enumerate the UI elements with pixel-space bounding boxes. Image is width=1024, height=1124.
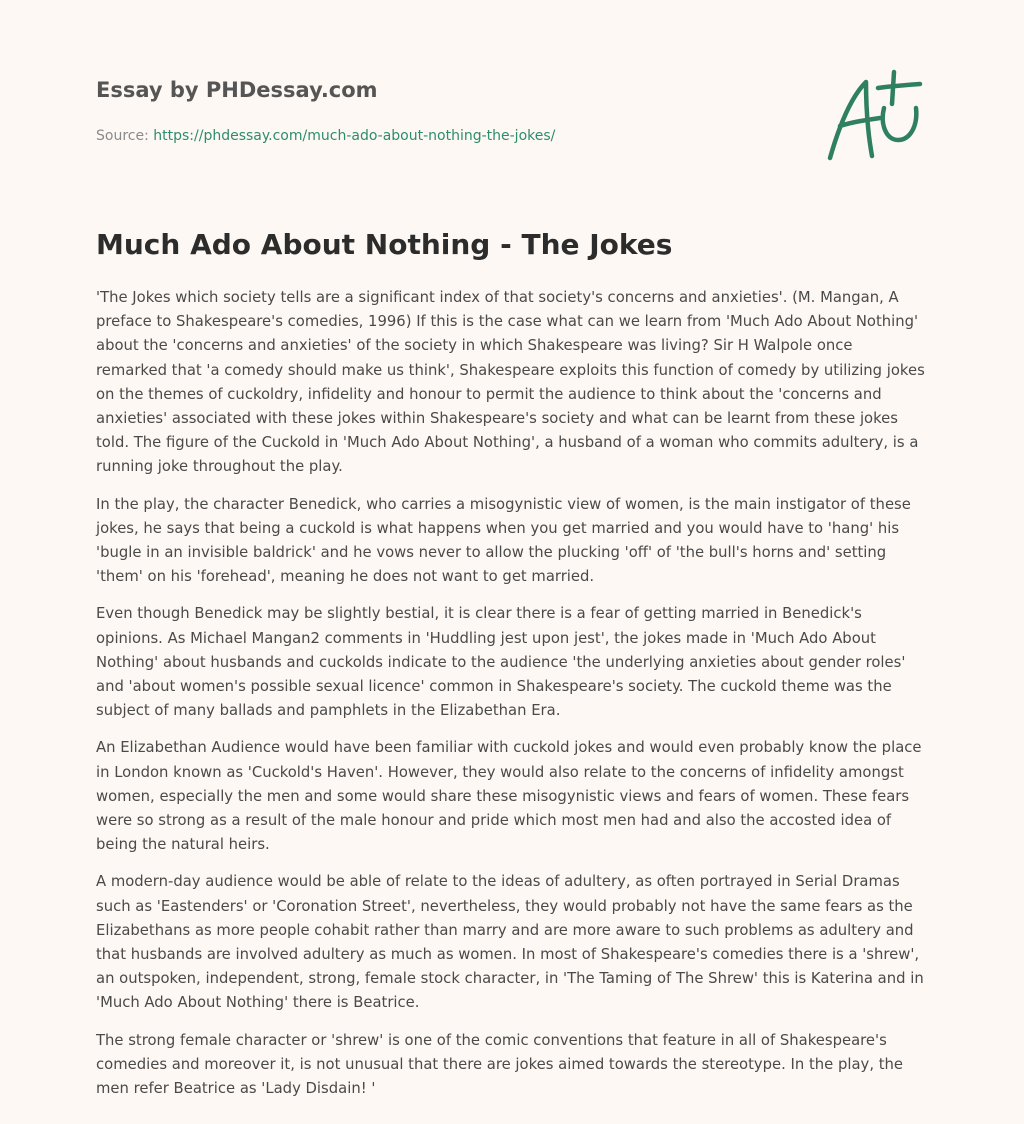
source-link[interactable]: https://phdessay.com/much-ado-about-nothing-the-jokes/: [153, 128, 556, 144]
page-title: Much Ado About Nothing - The Jokes: [96, 228, 673, 261]
essay-paragraph: A modern-day audience would be able of relate to the ideas of adultery, as often portrayed in Serial Dramas such as 'Eastenders' or 'Coronation Street', nevertheless, they would probably not have the same fears as the Elizabethans as more people cohabit rather than marry and are more aware to such problems as adultery and that husbands are involved adultery as much as women. In most of Shakespeare's comedies there is a 'shrew', an outspoken, independent, strong, female stock character, in 'The Taming of The Shrew' this is Katerina and in 'Much Ado About Nothing' there is Beatrice.: [96, 873, 924, 1012]
essay-paragraph: Even though Benedick may be slightly bestial, it is clear there is a fear of getting married in Benedick's opinions. As Michael Mangan2 comments in 'Huddling jest upon jest', the jokes made in 'Much Ado About Nothing' about husbands and cuckolds indicate to the audience 'the underlying anxieties about gender roles' and 'about women's possible sexual licence' common in Shakespeare's society. The cuckold theme was the subject of many ballads and pamphlets in the Elizabethan Era.: [96, 605, 906, 720]
essay-paragraph: In the play, the character Benedick, who carries a misogynistic view of women, is the main instigator of these jokes, he says that being a cuckold is what happens when you get married and you would have to 'hang' his 'bugle in an invisible baldrick' and he vows never to allow the plucking 'off' of 'the bull's horns and' setting 'them' on his 'forehead', meaning he does not want to get married.: [96, 495, 911, 586]
essay-paragraph: An Elizabethan Audience would have been familiar with cuckold jokes and would even probably know the place in London known as 'Cuckold's Haven'. However, they would also relate to the concerns of infidelity amongst women, especially the men and some would share these misogynistic views and fears of women. These fears were so strong as a result of the male honour and pride which most men had and also the accosted idea of being the natural heirs.: [96, 739, 922, 854]
source-line: [96, 126, 816, 146]
page-header: [96, 76, 816, 146]
essay-body: [96, 286, 928, 1114]
source-label: Source:: [96, 128, 154, 144]
brand-title: Essay by PHDessay.com: [96, 78, 378, 102]
essay-paragraph: The strong female character or 'shrew' is one of the comic conventions that feature in all of Shakespeare's comedies and moreover it, is not unusual that there are jokes aimed towards the stereotype. In the play, the men refer Beatrice as 'Lady Disdain! ': [96, 1031, 904, 1098]
essay-paragraph: 'The Jokes which society tells are a significant index of that society's concerns and anxieties'. (M. Mangan, A preface to Shakespeare's comedies, 1996) If this is the case what can we learn from 'Much Ado About Nothing' about the 'concerns and anxieties' of the society in which Shakespeare was living? Sir H Walpole once remarked that 'a comedy should make us think', Shakespeare exploits this function of comedy by utilizing jokes on the themes of cuckoldry, infidelity and honour to permit the audience to think about the 'concerns and anxieties' associated with these jokes within Shakespeare's society and what can be learnt from these jokes told. The figure of the Cuckold in 'Much Ado About Nothing', a husband of a woman who commits adultery, is a running joke throughout the play.: [96, 289, 925, 476]
a-plus-logo-icon: [822, 68, 926, 164]
